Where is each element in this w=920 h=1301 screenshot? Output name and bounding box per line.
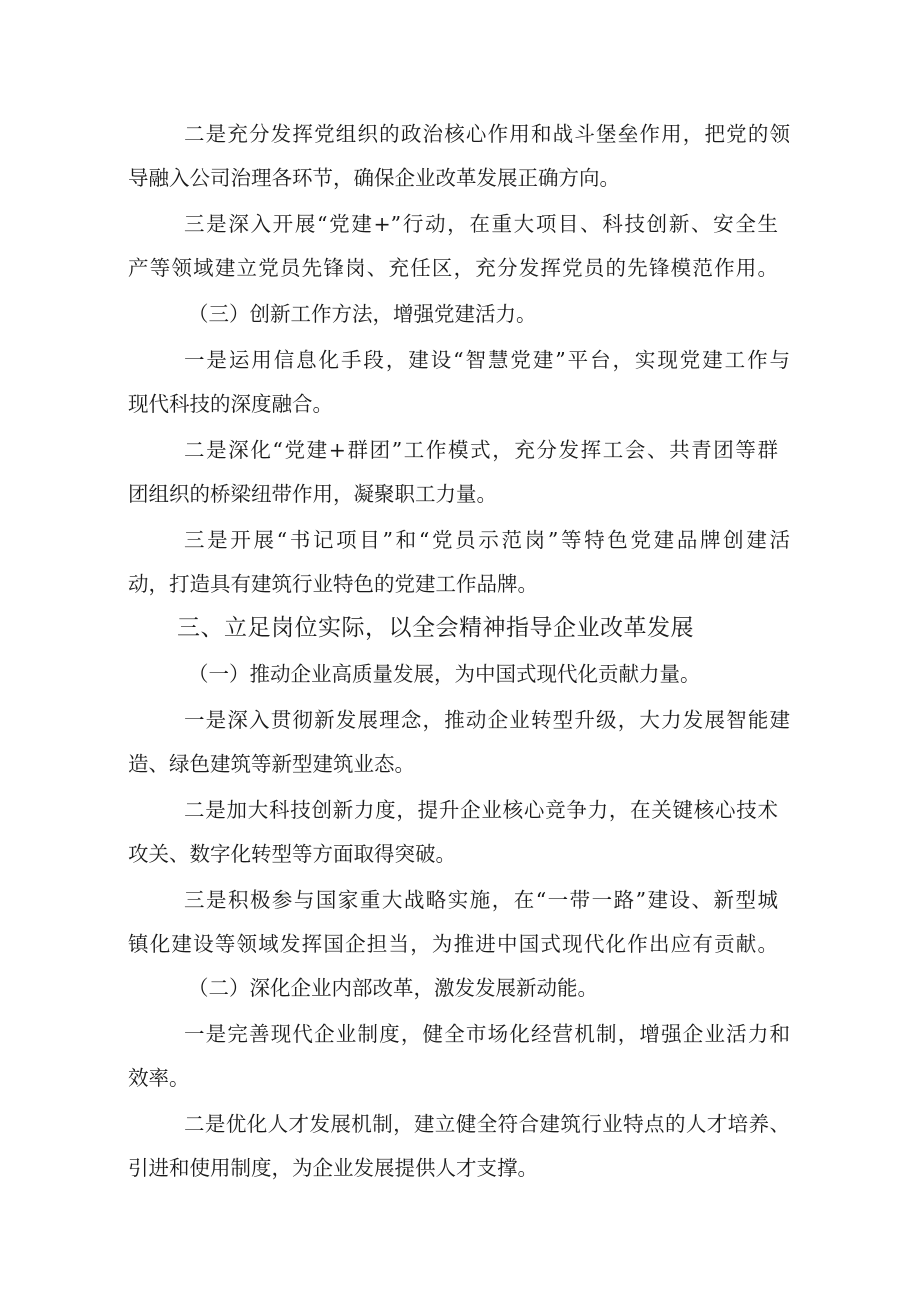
paragraph-line: 导融入公司治理各环节，确保企业改革发展正确方向。	[128, 166, 620, 190]
paragraph-line: 二是加大科技创新力度，提升企业核心竞争力，在关键核心技术	[184, 798, 778, 822]
paragraph-line: 一是运用信息化手段，建设“智慧党建”平台，实现党建工作与	[184, 348, 790, 372]
paragraph-line: 动，打造具有建筑行业特色的党建工作品牌。	[128, 572, 538, 596]
paragraph-line: 现代科技的深度融合。	[128, 392, 333, 416]
section-subheading: （二）深化企业内部改革，激发发展新动能。	[188, 976, 598, 1000]
paragraph-line: 效率。	[128, 1066, 190, 1090]
section-subheading: （一）推动企业高质量发展，为中国式现代化贡献力量。	[188, 662, 701, 686]
paragraph-line: 三是开展“书记项目”和“党员示范岗”等特色党建品牌创建活	[184, 528, 790, 552]
paragraph-line: 三是深入开展“党建+”行动，在重大项目、科技创新、安全生	[184, 212, 778, 236]
paragraph-line: 二是优化人才发展机制，建立健全符合建筑行业特点的人才培养、	[184, 1112, 790, 1136]
paragraph-line: 一是深入贯彻新发展理念，推动企业转型升级，大力发展智能建	[184, 708, 790, 732]
paragraph-line: 造、绿色建筑等新型建筑业态。	[128, 752, 415, 776]
paragraph-line: 三是积极参与国家重大战略实施，在“一带一路”建设、新型城	[184, 888, 778, 912]
section-subheading: （三）创新工作方法，增强党建活力。	[188, 302, 537, 326]
paragraph-line: 引进和使用制度，为企业发展提供人才支撑。	[128, 1156, 538, 1180]
paragraph-line: 镇化建设等领域发挥国企担当，为推进中国式现代化作出应有贡献。	[128, 932, 778, 956]
paragraph-line: 产等领域建立党员先锋岗、充任区，充分发挥党员的先锋模范作用。	[128, 256, 778, 280]
section-heading: 三、立足岗位实际，以全会精神指导企业改革发展	[177, 615, 694, 641]
paragraph-line: 一是完善现代企业制度，健全市场化经营机制，增强企业活力和	[184, 1022, 790, 1046]
paragraph-line: 攻关、数字化转型等方面取得突破。	[128, 842, 456, 866]
paragraph-line: 团组织的桥梁纽带作用，凝聚职工力量。	[128, 482, 497, 506]
paragraph-line: 二是深化“党建+群团”工作模式，充分发挥工会、共青团等群	[184, 438, 778, 462]
paragraph-line: 二是充分发挥党组织的政治核心作用和战斗堡垒作用，把党的领	[184, 122, 790, 146]
